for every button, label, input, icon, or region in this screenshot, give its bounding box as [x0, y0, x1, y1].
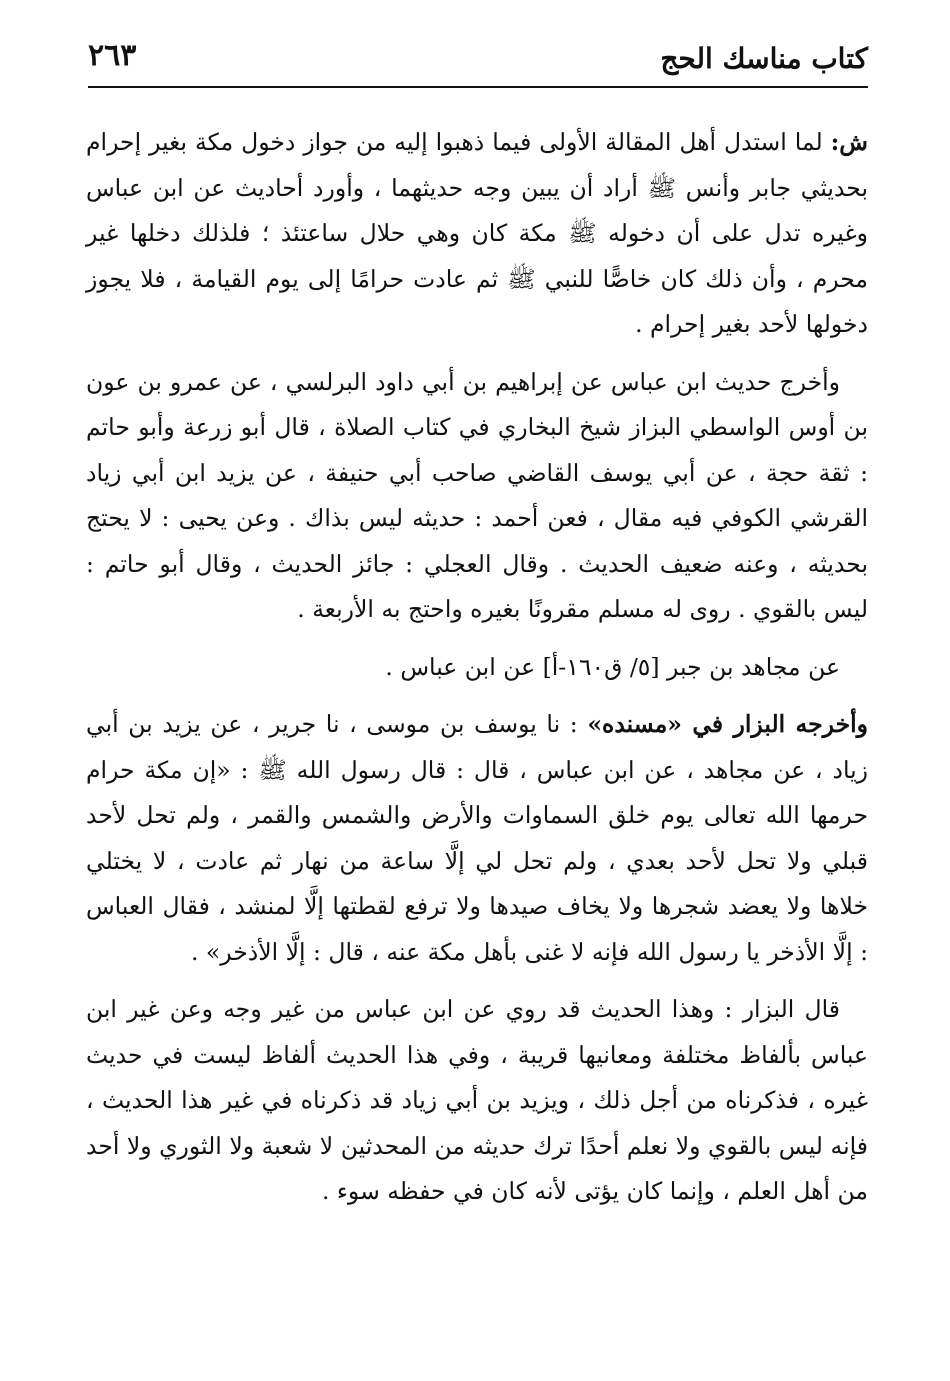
- paragraph-text: لما استدل أهل المقالة الأولى فيما ذهبوا إليه من جواز دخول مكة بغير إحرام بحديثي جابر وأنس ﷺ أراد أن يبين وجه حديثهما ، وأورد أحاديث عن ابن عباس وغيره تدل على أن دخوله ﷺ مكة كان وهي حلال ساعتئذ ؛ فلذلك دخلها غير محرم ، وأن ذلك كان خاصًّا للنبي ﷺ ثم عادت حرامًا إلى يوم القيامة ، فلا يجوز دخولها لأحد بغير إحرام .: [86, 128, 868, 338]
- running-title: كتاب مناسك الحج: [660, 42, 868, 75]
- paragraph-chain-reference: [86, 645, 868, 691]
- page-header: [88, 38, 868, 88]
- header-divider: [88, 86, 868, 88]
- paragraph-text: قال البزار : وهذا الحديث قد روي عن ابن عباس من غير وجه وعن غير ابن عباس بألفاظ مختلفة ومعانيها قريبة ، وفي هذا الحديث ألفاظ ليست في حديث غيره ، فذكرناه من أجل ذلك ، ويزيد بن أبي زياد قد ذكرناه في غير هذا الحديث ، فإنه ليس بالقوي ولا نعلم أحدًا ترك حديثه من المحدثين لا شعبة ولا الثوري ولا أحد من أهل العلم ، وإنما كان يؤتى لأنه كان في حفظه سوء .: [86, 995, 868, 1205]
- paragraph-narrators: [86, 360, 868, 633]
- paragraph-bazzar-hadith: [86, 702, 868, 975]
- paragraph-commentary: [86, 120, 868, 348]
- source-citation-label: وأخرجه البزار في «مسنده»: [587, 710, 868, 738]
- paragraph-text: : نا يوسف بن موسى ، نا جرير ، عن يزيد بن أبي زياد ، عن مجاهد ، عن ابن عباس ، قال : قال رسول الله ﷺ : «إن مكة حرام حرمها الله تعالى يوم خلق السماوات والأرض والشمس والقمر ، ولم تحل لأحد قبلي ولا تحل لأحد بعدي ، ولم تحل لي إلَّا ساعة من نهار ثم عادت ، لا يختلي خلاها ولا يعضد شجرها ولا يخاف صيدها ولا ترفع لقطتها إلَّا لمنشد ، فقال العباس : إلَّا الأذخر يا رسول الله فإنه لا غنى بأهل مكة عنه ، قال : إلَّا الأذخر» .: [86, 710, 868, 966]
- page-number: ٢٦٣: [88, 38, 137, 73]
- paragraph-text: وأخرج حديث ابن عباس عن إبراهيم بن أبي داود البرلسي ، عن عمرو بن عون بن أوس الواسطي البزاز شيخ البخاري في كتاب الصلاة ، قال أبو زرعة وأبو حاتم : ثقة حجة ، عن أبي يوسف القاضي صاحب أبي حنيفة ، عن يزيد ابن أبي زياد القرشي الكوفي فيه مقال ، فعن أحمد : حديثه ليس بذاك . وعن يحيى : لا يحتج بحديثه ، وعنه ضعيف الحديث . وقال العجلي : جائز الحديث ، وقال أبو حاتم : ليس بالقوي . روى له مسلم مقرونًا بغيره واحتج به الأربعة .: [86, 367, 868, 623]
- page-body: [86, 120, 868, 1215]
- commentary-marker: ش:: [830, 128, 868, 156]
- paragraph-bazzar-comment: [86, 987, 868, 1215]
- paragraph-text: عن مجاهد بن جبر [٥/ ق١٦٠-أ] عن ابن عباس .: [385, 652, 840, 681]
